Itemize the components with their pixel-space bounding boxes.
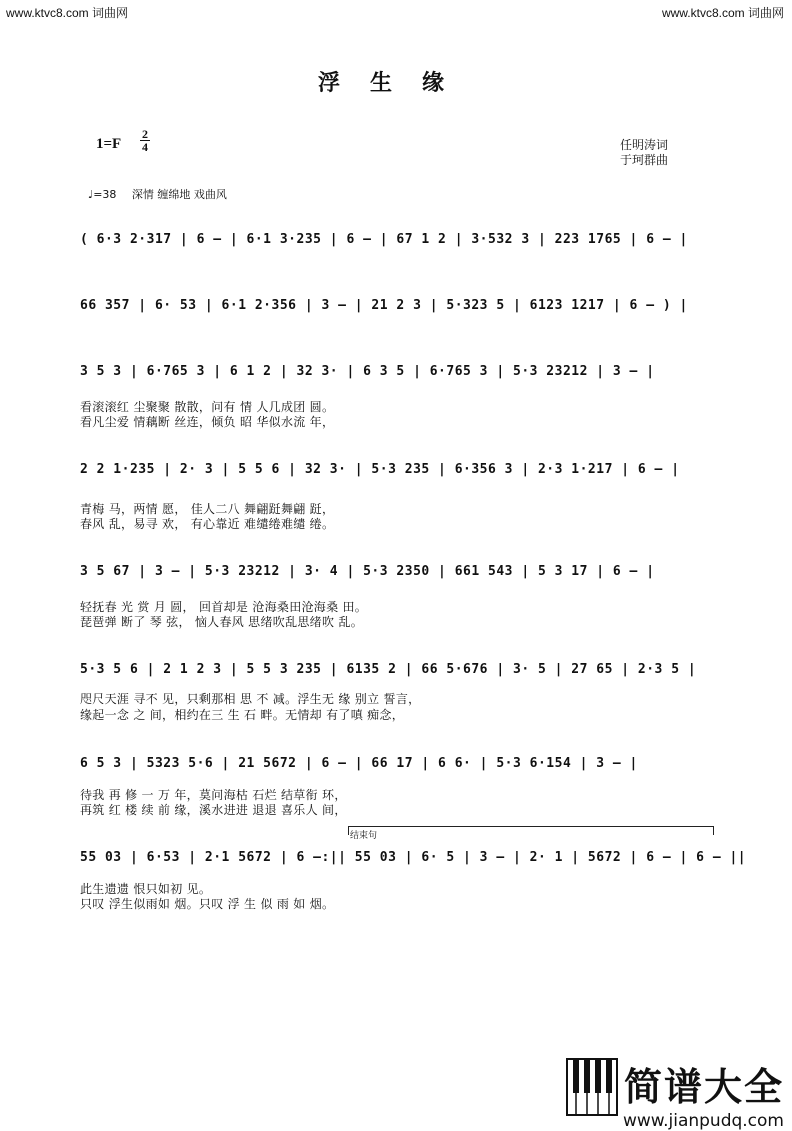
expression-mark: 深情 缠绵地 戏曲风 xyxy=(131,188,227,201)
brand-url: www.jianpudq.com xyxy=(622,1111,784,1131)
lyric-line-6-1: 咫尺天涯 寻不 见，只剩那相 思 不 减。浮生无 缘 别立 誓言， xyxy=(80,692,421,706)
time-signature-bottom: 4 xyxy=(142,140,148,154)
score-line-5: 3 5 67 | 3 – | 5·3 23212 | 3· 4 | 5·3 2350 | 661 543 | 5 3 17 | 6 – | xyxy=(80,564,655,579)
tempo-marking xyxy=(88,186,239,202)
score-line-4: 2 2 1·235 | 2· 3 | 5 5 6 | 32 3· | 5·3 235 | 6·356 3 | 2·3 1·217 | 6 – | xyxy=(80,462,680,477)
lyric-line-7-2: 再筑 红 楼 续 前 缘，溪水进进 退退 喜乐人 间， xyxy=(80,803,347,817)
credits xyxy=(620,138,668,168)
lyric-line-5-2: 琵琶弹 断了 琴 弦， 恼人春风 思绪吹乱思绪吹 乱。 xyxy=(80,615,363,629)
time-signature-top: 2 xyxy=(142,127,148,141)
coda-bracket xyxy=(348,826,714,835)
score-line-1: ( 6·3 2·317 | 6 – | 6·1 3·235 | 6 – | 67 1 2 | 3·532 3 | 223 1765 | 6 – | xyxy=(80,232,688,247)
watermark-left: www.ktvc8.com 词曲网 xyxy=(6,6,129,20)
piano-keys-icon xyxy=(566,1058,618,1116)
composer-credit: 于珂群曲 xyxy=(620,153,669,167)
lyric-line-7-1: 待我 再 修 一 万 年，莫问海枯 石烂 结草衔 环， xyxy=(80,788,347,802)
song-title: 浮生缘 xyxy=(317,70,474,96)
score-line-2: 66 357 | 6· 53 | 6·1 2·356 | 3 – | 21 2 3 | 5·323 5 | 6123 1217 | 6 – ) | xyxy=(80,298,688,313)
coda-label: 结束句 xyxy=(350,831,378,841)
watermark-right: www.ktvc8.com 词曲网 xyxy=(661,6,784,20)
lyric-line-8-2: 只叹 浮生似雨如 烟。只叹 浮 生 似 雨 如 烟。 xyxy=(80,897,335,911)
lyric-line-3-2: 看凡尘爱 情藕断 丝连，倾负 昭 华似水流 年， xyxy=(80,415,335,429)
score-line-8: 55 03 | 6·53 | 2·1 5672 | 6 –:|| 55 03 | 6· 5 | 3 – | 2· 1 | 5672 | 6 – | 6 – || xyxy=(80,850,747,865)
brand-name: 简谱大全 xyxy=(623,1065,784,1109)
score-line-6: 5·3 5 6 | 2 1 2 3 | 5 5 3 235 | 6135 2 | 66 5·676 | 3· 5 | 27 65 | 2·3 5 | xyxy=(80,662,697,677)
score-line-7: 6 5 3 | 5323 5·6 | 21 5672 | 6 – | 66 17 | 6 6· | 5·3 6·154 | 3 – | xyxy=(80,756,638,771)
tempo-mark: ♩=38 xyxy=(88,188,117,201)
lyric-line-4-2: 春风 乱，易寻 欢， 有心靠近 难缱绻难缱 绻。 xyxy=(80,517,335,531)
lyric-line-6-2: 缘起一念 之 间，相约在三 生 石 畔。无情却 有了嗔 痴念， xyxy=(80,708,405,722)
lyric-line-3-1: 看滚滚红 尘聚聚 散散，问有 情 人几成团 圆。 xyxy=(80,400,335,414)
lyric-line-4-1: 青梅 马，两情 愿， 佳人二八 舞翩跹舞翩 跹， xyxy=(80,502,335,516)
lyric-line-8-1: 此生遗遗 恨只如初 见。 xyxy=(80,882,212,896)
lyric-line-5-1: 轻抚春 光 赏 月 圆， 回首却是 沧海桑田沧海桑 田。 xyxy=(80,600,368,614)
lyricist-credit: 任明涛词 xyxy=(620,138,669,152)
score-line-3: 3 5 3 | 6·765 3 | 6 1 2 | 32 3· | 6 3 5 | 6·765 3 | 5·3 23212 | 3 – | xyxy=(80,364,655,379)
key-signature: 1=F xyxy=(96,136,122,152)
brand-logo xyxy=(623,1056,784,1131)
time-signature xyxy=(140,128,150,153)
